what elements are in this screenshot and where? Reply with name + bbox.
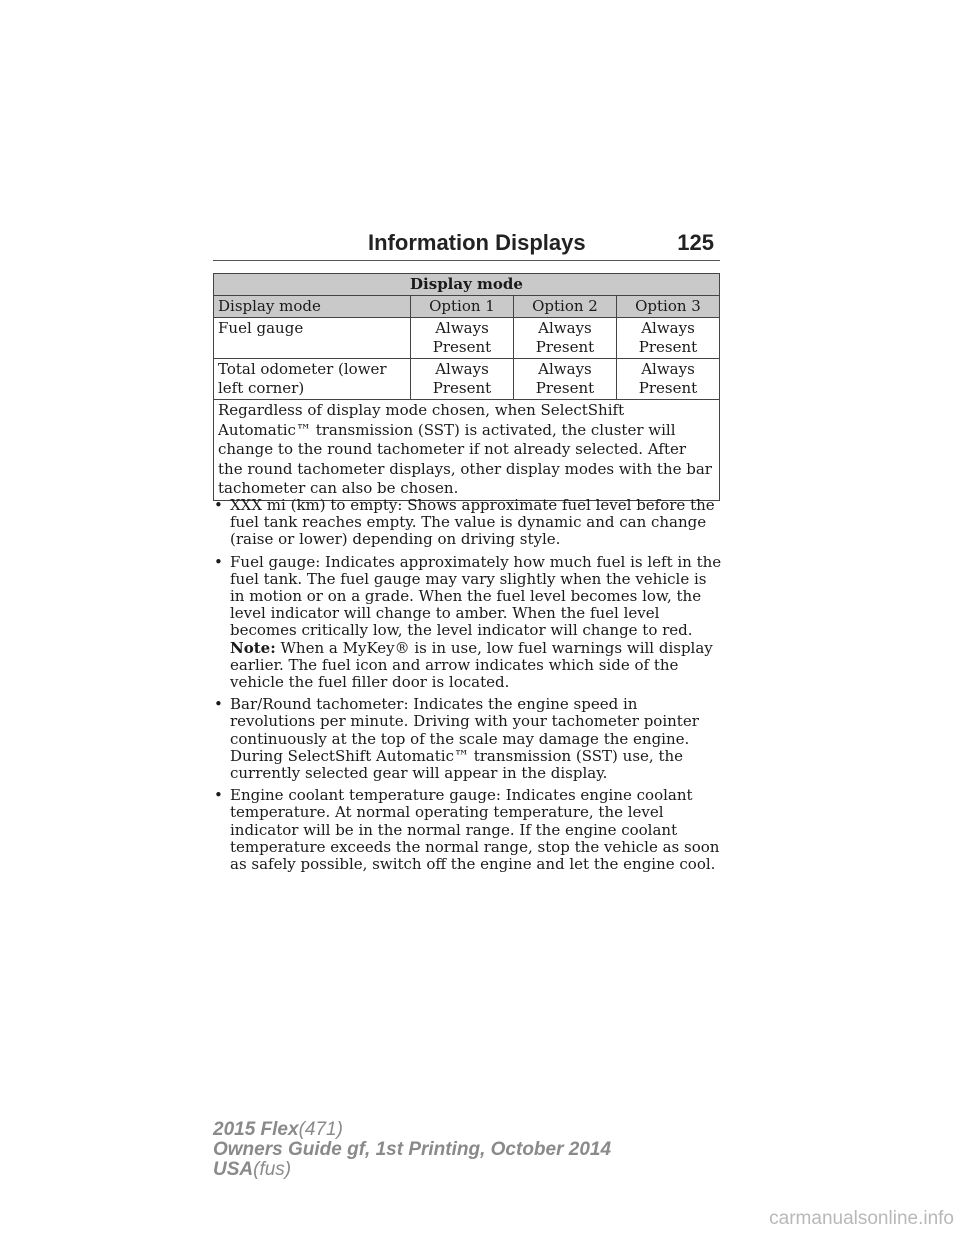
- bullet-marker: •: [214, 786, 223, 805]
- bullet-marker: •: [214, 552, 223, 571]
- bullet-text: Bar/Round tachometer: Indicates the engine speed in revolutions per minute. Driving with your tachometer pointer continuously at the top of the scale may damage the engine. During SelectShift Automatic™ transmission (SST) use, the currently selected gear will appear in the display.: [230, 695, 699, 783]
- bullet-text: Engine coolant temperature gauge: Indicates engine coolant temperature. At normal operating temperature, the level indicator will be in the normal range. If the engine coolant temperature exceeds the normal range, stop the vehicle as soon as safely possible, switch off the engine and let the engine cool.: [230, 786, 720, 874]
- row-label: Fuel gauge: [214, 318, 411, 359]
- table-caption: Display mode: [214, 274, 720, 296]
- list-item: [213, 696, 723, 782]
- footer-line-printing: Owners Guide gf, 1st Printing, October 2014: [213, 1139, 612, 1160]
- watermark: carmanualsonline.info: [769, 1208, 954, 1229]
- footer-model-code: (471): [298, 1119, 343, 1140]
- bullet-note: [230, 640, 723, 692]
- footer-model: 2015 Flex: [213, 1119, 299, 1140]
- column-header: Display mode: [214, 296, 411, 318]
- table-row: [214, 318, 720, 359]
- page-title: Information Displays: [368, 230, 586, 255]
- list-item: [213, 554, 723, 692]
- table-cell: Always Present: [513, 318, 616, 359]
- table-cell: Always Present: [513, 359, 616, 400]
- page-header: [213, 226, 720, 261]
- footer-market-code: (fus): [253, 1159, 292, 1180]
- footer-line-market: [213, 1160, 611, 1180]
- column-header: Option 3: [616, 296, 719, 318]
- table-cell: Always Present: [411, 318, 514, 359]
- bullet-text: XXX mi (km) to empty: Shows approximate fuel level before the fuel tank reaches empty. The value is dynamic and can change (raise or lower) depending on driving style.: [230, 496, 715, 549]
- display-mode-table: [213, 273, 720, 501]
- note-label: Note:: [230, 638, 276, 657]
- note-text: When a MyKey® is in use, low fuel warnings will display earlier. The fuel icon and arrow indicates which side of the vehicle the fuel filler door is located.: [230, 638, 713, 692]
- table-cell: Always Present: [411, 359, 514, 400]
- bullet-text: Fuel gauge: Indicates approximately how much fuel is left in the fuel tank. The fuel gauge may vary slightly when the vehicle is in motion or on a grade. When the fuel level becomes low, the level indicator will change to amber. When the fuel level becomes critically low, the level indicator will change to red.: [230, 552, 722, 640]
- list-item: [213, 497, 723, 549]
- footer-market: USA: [213, 1159, 254, 1180]
- row-label: Total odometer (lower left corner): [214, 359, 411, 400]
- list-item: [213, 787, 723, 873]
- table-row: [214, 359, 720, 400]
- table-note: Regardless of display mode chosen, when SelectShift Automatic™ transmission (SST) is activated, the cluster will change to the round tachometer if not already selected. After the round tachometer displays, other display modes with the bar tachometer can also be chosen.: [214, 400, 720, 501]
- table-header-row: [214, 296, 720, 318]
- page-number: 125: [677, 230, 714, 255]
- bullet-list: [213, 497, 723, 878]
- bullet-marker: •: [214, 695, 223, 714]
- table-cell: Always Present: [616, 359, 719, 400]
- table-cell: Always Present: [616, 318, 719, 359]
- bullet-marker: •: [214, 496, 223, 514]
- footer-line-model: [213, 1120, 611, 1140]
- page-footer: [213, 1120, 611, 1180]
- column-header: Option 2: [513, 296, 616, 318]
- column-header: Option 1: [411, 296, 514, 318]
